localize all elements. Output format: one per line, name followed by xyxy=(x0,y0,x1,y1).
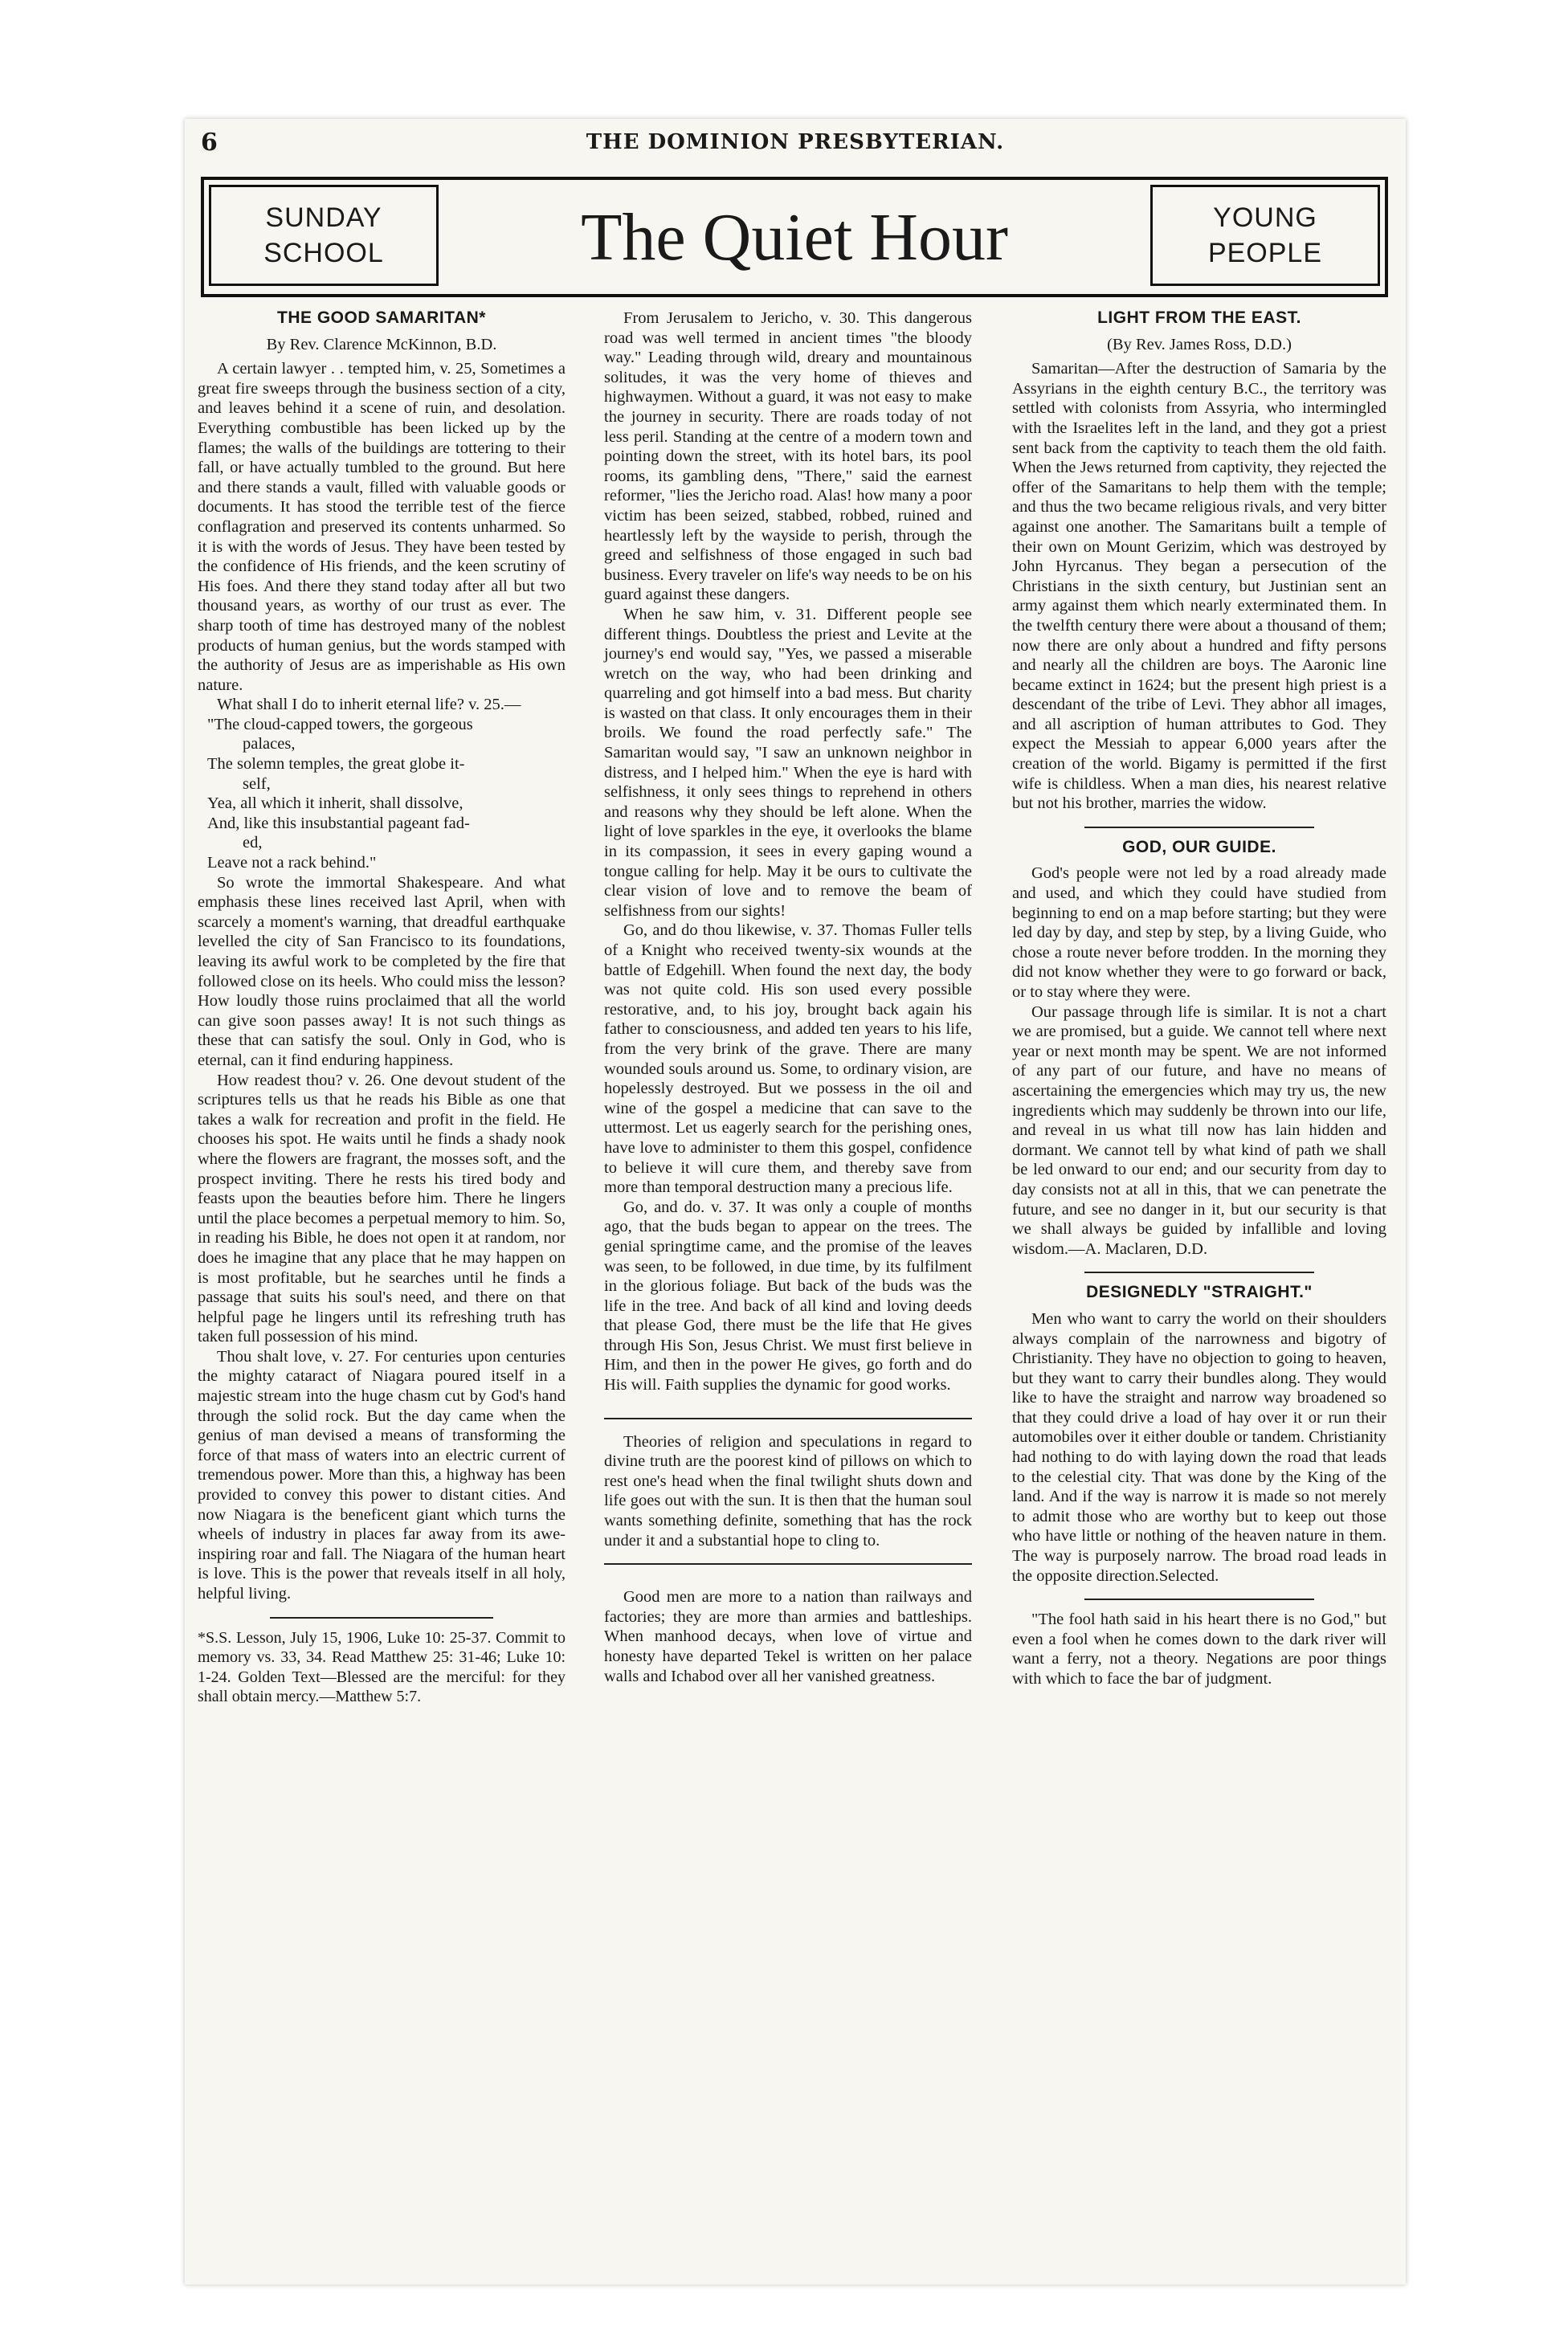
divider xyxy=(1084,1272,1314,1273)
article-paragraph: Samaritan—After the destruction of Samaria by the Assyrians in the eighth century B.C., the territory was settled with colonists from Assyria, who intermingled with the Israelites left in the land, and they got a priest sent back from the captivity to teach them the old faith. When the Jews returned from captivity, they rejected the offer of the Samaritans to help them with the temple; and thus the two became religious rivals, and very bitter against one another. The Samaritans built a temple of their own on Mount Gerizim, which was destroyed by John Hyrcanus. They began a persecution of the Christians in the sixth century, but Justinian sent an army against them which nearly exterminated them. In the twelfth century there were about a thousand of them; now there are only about a hundred and fifty persons and nearly all the children are boys. The Aaronic line became extinct in 1624; but the present high priest is a descendant of the tribe of Levi. They abhor all images, and all ascription of human attributes to God. They expect the Messiah to appear 6,000 years after the creation of the world. Bigamy is permitted if the first wife is childless. When a man dies, his nearest relative but not his brother, marries the widow. xyxy=(1012,360,1386,813)
article-paragraph: Our passage through life is similar. It is not a chart we are promised, but a guide. We cannot tell where next year or next month may be spent. We are not informed of any part of our future, and have no means of ascertaining the emergencies which may try us, the new ingredients which may suddenly be thrown into our life, and reveal in us what till now has lain hidden and dormant. We cannot tell by what kind of path we shall be led onward to our end; and our security from day to day consists not at all in this, that we can penetrate the future, and see no danger in it, but our security is that we shall always be guided by infallible and loving wisdom.—A. Maclaren, D.D. xyxy=(1012,1002,1386,1258)
banner-right-line2: PEOPLE xyxy=(1207,238,1323,268)
article-paragraph: From Jerusalem to Jericho, v. 30. This dangerous road was well termed in ancient times "the bloody way." Leading through wild, dreary and mountainous solitudes, it was the very home of thieves and highwaymen. Without a guard, it was not easy to make the journey in security. There are roads today of not less peril. Standing at the centre of a modern town and pointing down the street, with its hotel bars, its pool rooms, its gambling dens, "There," said the earnest reformer, "lies the Jericho road. Alas! how many a poor victim has been seized, stabbed, robbed, ruined and heartlessly left by the wayside to perish, through the greed and selfishness of those engaged in such bad business. Every traveler on life's way needs to be on his guard against these dangers. xyxy=(604,309,972,604)
section-banner xyxy=(201,177,1388,297)
article-paragraph: Go, and do thou likewise, v. 37. Thomas Fuller tells of a Knight who received twenty-six wounds at the battle of Edgehill. When found the next day, the body was not quite cold. His son used every possible restorative, and, to his joy, brought back again his father to consciousness, and added ten years to his life, from the very brink of the grave. There are many wounded souls around us. Some, to ordinary vision, are hopelessly destroyed. But we possess in the oil and wine of the gospel a medicine that can save to the uttermost. Let us eagerly search for the perishing ones, have love to administer to them this gospel, confidence to believe it will cure them, and thereby save from more than temporal destruction many a precious life. xyxy=(604,921,972,1197)
banner-right-box xyxy=(1150,185,1380,286)
article-paragraph: Go, and do. v. 37. It was only a couple of months ago, that the buds began to appear on the trees. The genial springtime came, and the promise of the leaves was seen, to be followed, in due time, by its fulfilment in the glorious foliage. But back of the buds was the life in the tree. And back of all kind and loving deeds that please God, there must be the life that He gives through His Son, Jesus Christ. We must first believe in Him, and then in the power He gives, go forth and do His will. Faith supplies the dynamic for good works. xyxy=(604,1198,972,1394)
article-title-god-our-guide: GOD, OUR GUIDE. xyxy=(1122,837,1276,856)
publication-title: THE DOMINION PRESBYTERIAN. xyxy=(586,130,1005,154)
article-paragraph: When he saw him, v. 31. Different people see different things. Doubtless the priest and Levite at the journey's end would say, "Yes, we passed a miserable wretch on the way, who had been drinking and quarreling and got himself into a bad mess. But charity is wasted on that class. It only encourages them in their broils. We found the road perfectly safe." The Samaritan would say, "I saw an unknown neighbor in distress, and I helped him." When the eye is hard with selfishness, it only sees things to reprehend in others and reasons why they should be left alone. When the light of love sparkles in the eye, it overlooks the blame in its compassion, it sees in every gaping wound a tongue calling for help. May it be ours to cultivate the clear vision of love and to remove the beam of selfishness from our sights! xyxy=(604,605,972,920)
article-paragraph: So wrote the immortal Shakespeare. And what emphasis these lines received last April, when with scarcely a moment's warning, that dreadful earthquake levelled the city of San Francisco to its foundations, leaving its awful work to be completed by the fire that followed close on its heels. Who could miss the lesson? How loudly those ruins proclaimed that all the world can give soon passes away! It is not such things as these that can satisfy the soul. Only in God, who is eternal, can it find enduring happiness. xyxy=(198,873,566,1069)
article-paragraph: Men who want to carry the world on their shoulders always complain of the narrowness and bigotry of Christianity. They have no objection to going to heaven, but they want to carry their bundles along. They would like to have the straight and narrow way broadened so that they could drive a load of hay over it or run their automobiles over it either double or tandem. Christianity had nothing to do with laying down the road that leads to the celestial city. That was done by the King of the land. And if the way is narrow it is made so not merely to admit those who are worthy but to keep out those who have little or nothing of the heaven nature in them. The way is purposely narrow. The broad road leads in the opposite direction.Selected. xyxy=(1012,1309,1386,1585)
column-3 xyxy=(1012,308,1386,1689)
article-byline: By Rev. Clarence McKinnon, B.D. xyxy=(266,335,497,353)
boxed-quote-text: Theories of religion and speculations in regard to divine truth are the poorest kind of pillows on which to rest one's head when the final twilight shuts down and life goes out with the sun. It is then that the human soul wants something definite, something that has the rock under it and a substantial hope to cling to. xyxy=(604,1432,972,1550)
boxed-quote xyxy=(604,1418,972,1566)
divider xyxy=(1084,827,1314,828)
article-paragraph: How readest thou? v. 26. One devout student of the scriptures tells us that he reads his Bible as one that takes a walk for recreation and profit in the field. He chooses his spot. He waits until he finds a shady nook where the flowers are fragrant, the mosses soft, and the prospect inviting. There he rests his tired body and feasts upon the beauties before him. There he lingers until the place becomes a perpetual memory to him. So, in reading his Bible, he does not open it at random, nor does he imagine that any place that he may happen on is most profitable, but he searches until he finds a passage that suits his soul's need, and there on that helpful page he lingers until its refreshing truth has taken full possession of his mind. xyxy=(198,1071,566,1346)
poem-line: "The cloud-capped towers, the gorgeous xyxy=(207,715,473,733)
poem-line: And, like this insubstantial pageant fad- xyxy=(207,814,470,832)
article-paragraph: Thou shalt love, v. 27. For centuries upon centuries the mighty cataract of Niagara poured itself in a majestic stream into the huge chasm cut by God's hand through the solid rock. But the day came when the genius of man devised a means of transforming the force of that mass of waters into an electric current of tremendous power. More than this, a highway has been provided to convey this power to distant cities. And now Niagara is the beneficent giant which turns the wheels of industry in places far away from its awe-inspiring roar and fall. The Niagara of the human heart is love. This is the power that reveals itself in all holy, helpful living. xyxy=(198,1347,566,1603)
article-byline: (By Rev. James Ross, D.D.) xyxy=(1107,335,1292,353)
article-paragraph: Good men are more to a nation than railways and factories; they are more than armies and battleships. When manhood decays, when love of virtue and honesty have departed Tekel is written on her palace walls and Ichabod over all her vanished greatness. xyxy=(604,1588,972,1685)
article-title-good-samaritan: THE GOOD SAMARITAN* xyxy=(277,308,486,327)
poem-line: The solemn temples, the great globe it- xyxy=(207,755,465,774)
banner-left-line1: SUNDAY xyxy=(265,202,382,233)
poem-line: self, xyxy=(243,774,271,793)
banner-left-box xyxy=(209,185,439,286)
poem-quote xyxy=(198,715,566,873)
article-paragraph: A certain lawyer . . tempted him, v. 25, Sometimes a great fire sweeps through the business section of a city, and leaves behind it a scene of ruin, and desolation. Everything combustible has been licked up by the flames; the walls of the buildings are tottering to their fall, or have actually tumbled to the ground. But here and there stands a vault, filled with valuable goods or documents. It has stood the terrible test of the fierce conflagration and preserved its contents unharmed. So it is with the words of Jesus. They have been tested by the confidence of His friends, and the keen scrutiny of His foes. And there they stand today after all but two thousand years, as worthy of our trust as ever. The sharp tooth of time has destroyed many of the noblest products of human genius, but the words stamped with the authority of Jesus are as imperishable as His own nature. xyxy=(198,360,566,694)
article-title-designedly-straight: DESIGNEDLY "STRAIGHT." xyxy=(1086,1283,1313,1302)
divider xyxy=(270,1617,493,1619)
poem-line: Leave not a rack behind." xyxy=(207,854,377,872)
article-paragraph: What shall I do to inherit eternal life? v. 25.— xyxy=(217,696,521,714)
lesson-footnote: *S.S. Lesson, July 15, 1906, Luke 10: 25-37. Commit to memory vs. 33, 34. Read Matthew 25: 31-46; Luke 10: 1-24. Golden Text—Blessed are the merciful: for they shall obtain mercy.—Matthew 5:7. xyxy=(198,1628,566,1706)
banner-left-line2: SCHOOL xyxy=(263,238,384,268)
poem-line: Yea, all which it inherit, shall dissolve, xyxy=(207,794,463,813)
divider xyxy=(1084,1599,1314,1600)
banner-title: The Quiet Hour xyxy=(581,199,1008,275)
article-paragraph: God's people were not led by a road already made and used, and which they could have studied from beginning to end on a map before starting; but they were led day by day, and step by step, by a living Guide, who chose a route never before trodden. In the morning they did not know whether they were to go forward or back, or to stay where they were. xyxy=(1012,864,1386,1001)
article-paragraph: "The fool hath said in his heart there is no God," but even a fool when he comes down to the dark river will want a ferry, not a theory. Negations are poor things with which to face the bar of judgment. xyxy=(1012,1611,1386,1688)
column-1 xyxy=(198,308,566,1707)
poem-line: ed, xyxy=(243,834,263,852)
banner-right-line1: YOUNG xyxy=(1213,202,1317,233)
poem-line: palaces, xyxy=(243,735,296,753)
column-2 xyxy=(604,308,972,1686)
newspaper-page xyxy=(185,119,1406,2285)
page-number: 6 xyxy=(201,129,218,157)
article-title-light-from-east: LIGHT FROM THE EAST. xyxy=(1097,308,1301,327)
